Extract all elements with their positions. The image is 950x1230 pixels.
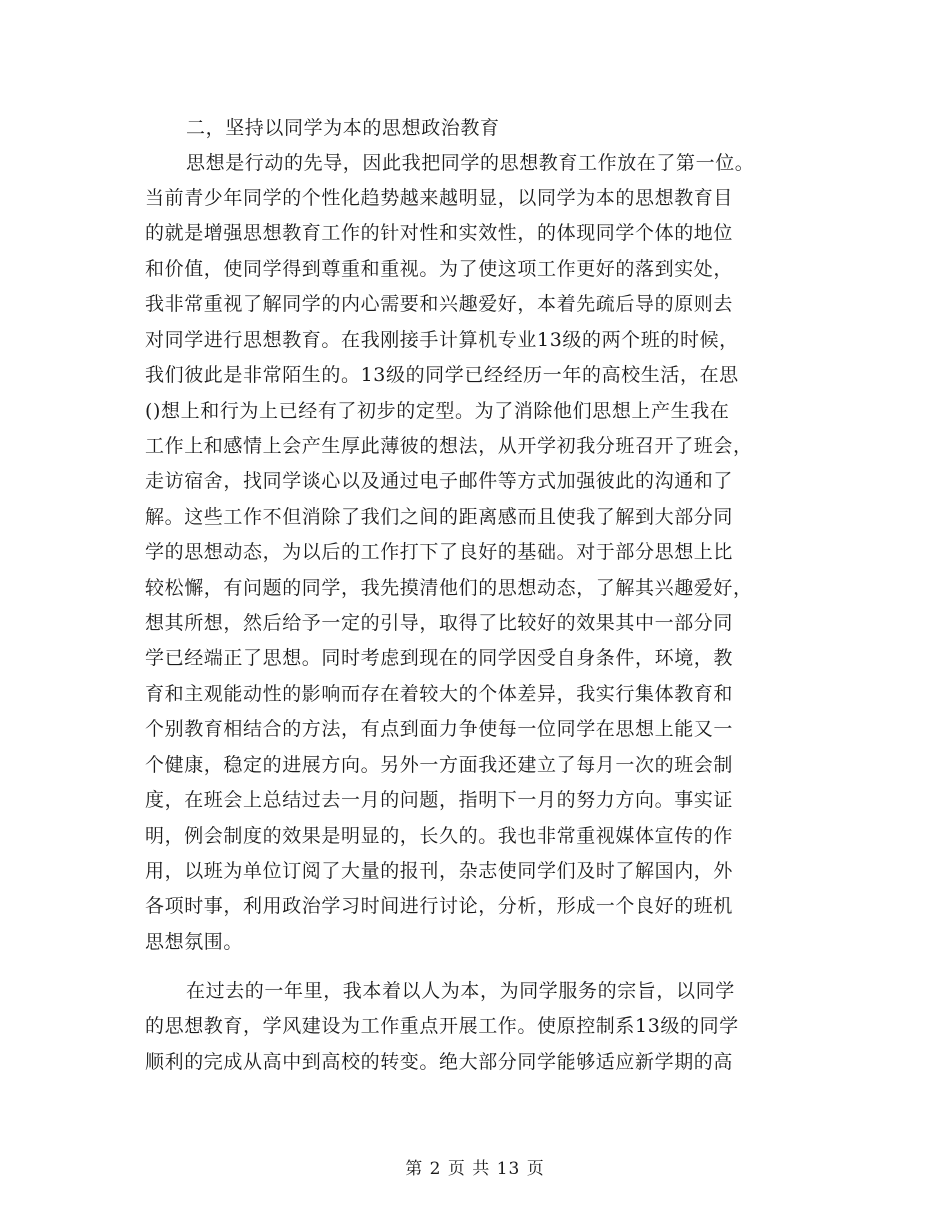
- paragraph-line: 明，例会制度的效果是明显的，长久的。我也非常重视媒体宣传的作: [145, 825, 734, 847]
- paragraph-line: 较松懈，有问题的同学，我先摸清他们的思想动态，了解其兴趣爱好，: [145, 577, 753, 599]
- paragraph-line: 工作上和感情上会产生厚此薄彼的想法，从开学初我分班召开了班会，: [145, 435, 753, 457]
- page-footer: 第 2 页 共 13 页: [405, 1159, 545, 1179]
- paragraph-line: 走访宿舍，找同学谈心以及通过电子邮件等方式加强彼此的沟通和了: [145, 470, 734, 492]
- paragraph-line: 解。这些工作不但消除了我们之间的距离感而且使我了解到大部分同: [145, 506, 734, 528]
- paragraph-line: 的就是增强思想教育工作的针对性和实效性，的体现同学个体的地位: [145, 222, 734, 244]
- paragraph-line: 各项时事，利用政治学习时间进行讨论，分析，形成一个良好的班机: [145, 895, 734, 917]
- paragraph-line: 顺利的完成从高中到高校的转变。绝大部分同学能够适应新学期的高: [145, 1051, 734, 1073]
- paragraph-line: 思想是行动的先导，因此我把同学的思想教育工作放在了第一位。: [186, 152, 755, 174]
- paragraph-line: 我非常重视了解同学的内心需要和兴趣爱好，本着先疏后导的原则去: [145, 293, 734, 315]
- paragraph-line: 对同学进行思想教育。在我刚接手计算机专业13级的两个班的时候，: [145, 329, 739, 351]
- paragraph-line: 育和主观能动性的影响而存在着较大的个体差异，我实行集体教育和: [145, 683, 734, 705]
- paragraph-line: 个健康，稳定的进展方向。另外一方面我还建立了每月一次的班会制: [145, 754, 734, 776]
- paragraph-line: 用，以班为单位订阅了大量的报刊，杂志使同学们及时了解国内，外: [145, 860, 734, 882]
- paragraph-line: 我们彼此是非常陌生的。13级的同学已经经历一年的高校生活，在思: [145, 364, 739, 386]
- paragraph-line: 在过去的一年里，我本着以人为本，为同学服务的宗旨，以同学: [186, 980, 735, 1002]
- paragraph-line: 的思想教育，学风建设为工作重点开展工作。使原控制系13级的同学: [145, 1015, 739, 1037]
- paragraph-line: 当前青少年同学的个性化趋势越来越明显，以同学为本的思想教育目: [145, 187, 734, 209]
- paragraph-line: 思想氛围。: [145, 931, 244, 953]
- paragraph-line: ()想上和行为上已经有了初步的定型。为了消除他们思想上产生我在: [145, 400, 730, 422]
- paragraph-line: 和价值，使同学得到尊重和重视。为了使这项工作更好的落到实处，: [145, 258, 734, 280]
- section-heading: 二，坚持以同学为本的思想政治教育: [186, 117, 500, 139]
- paragraph-line: 想其所想，然后给予一定的引导，取得了比较好的效果其中一部分同: [145, 612, 734, 634]
- paragraph-line: 个别教育相结合的方法，有点到面力争使每一位同学在思想上能又一: [145, 718, 734, 740]
- paragraph-line: 学的思想动态，为以后的工作打下了良好的基础。对于部分思想上比: [145, 541, 734, 563]
- paragraph-line: 学已经端正了思想。同时考虑到现在的同学因受自身条件，环境，教: [145, 647, 734, 669]
- paragraph-line: 度，在班会上总结过去一月的问题，指明下一月的努力方向。事实证: [145, 789, 734, 811]
